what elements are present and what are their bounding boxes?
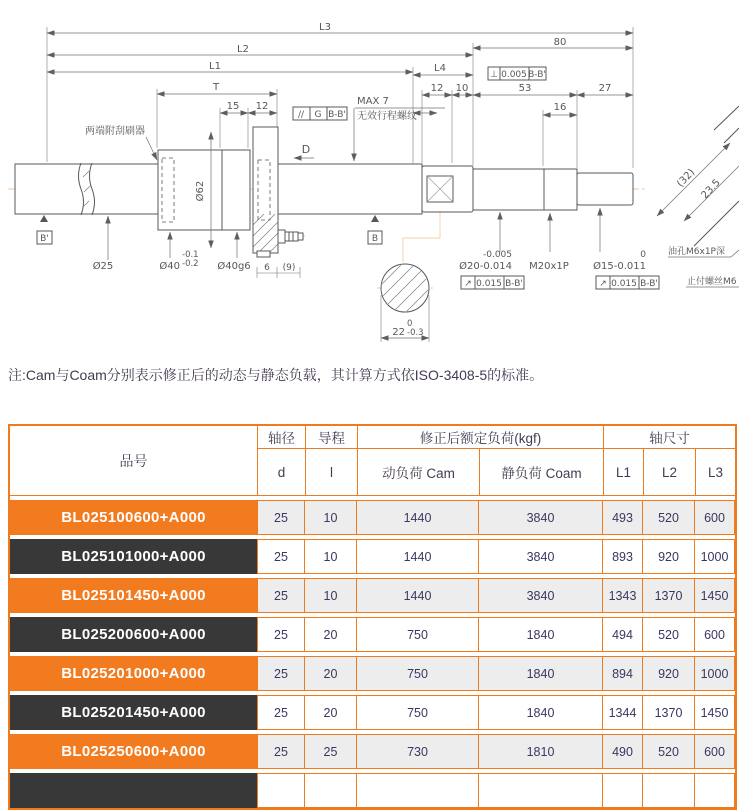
sec22-label: 22 [392, 327, 405, 338]
l1-cell: 893 [603, 539, 643, 574]
dia40-label: Ø40 [159, 261, 180, 272]
spec-table [8, 424, 737, 810]
dynamic-load-cell: 1440 [357, 500, 479, 535]
l3-cell: 600 [695, 617, 735, 652]
shaft-dia-cell: 25 [257, 734, 305, 769]
header-d: d [257, 448, 305, 495]
dim-235-label: 23.5 [699, 177, 723, 202]
l1-cell: 490 [603, 734, 643, 769]
l1-cell [603, 773, 643, 808]
note-text: 注:Cam与Coam分别表示修正后的动态与静态负载，其计算方式依ISO-3408-5的标准。 [8, 367, 544, 383]
header-l1: L1 [603, 448, 643, 495]
dim-t-label: T [212, 82, 220, 93]
dim-10-label: 10 [455, 83, 469, 94]
dim-16-label: 16 [553, 102, 567, 113]
runout2-ref: B-B' [640, 279, 658, 289]
dim-32-label: (32) [675, 167, 698, 190]
dim-l2-label: L2 [237, 44, 249, 55]
dia20-label: Ø20-0.014 [459, 261, 512, 272]
runout2-symbol: ↗ [599, 279, 607, 289]
header-load-group: 修正后额定负荷(kgf) [357, 426, 603, 448]
header-l2: L2 [643, 448, 695, 495]
dynamic-load-cell: 750 [357, 617, 479, 652]
dim-27-label: 27 [598, 83, 612, 94]
table-row [10, 656, 735, 691]
static-load-cell: 3840 [479, 500, 603, 535]
oil-hole-label: 油孔M6x1P深 [668, 247, 725, 257]
technical-drawing [0, 0, 739, 352]
gframe-value: G [314, 110, 322, 120]
shaft-dia-cell: 25 [257, 656, 305, 691]
dim-53-label: 53 [518, 83, 532, 94]
static-load-cell: 1840 [479, 695, 603, 730]
l3-cell: 600 [695, 500, 735, 535]
dia40-tol-lower: -0.2 [182, 259, 199, 269]
dynamic-load-cell [357, 773, 479, 808]
shaft-dia-cell: 25 [257, 695, 305, 730]
dynamic-load-cell: 1440 [357, 578, 479, 613]
dia25-label: Ø25 [92, 261, 114, 272]
shaft-dia-cell: 25 [257, 578, 305, 613]
product-model-cell: BL025250600+A000 [10, 734, 257, 769]
runout1-symbol: ↗ [464, 279, 472, 289]
l3-cell: 1450 [695, 578, 735, 613]
dia40g6-label: Ø40g6 [217, 261, 251, 272]
runout2-value: 0.015 [611, 279, 637, 289]
dim-80-label: 80 [553, 37, 567, 48]
l3-cell: 1000 [695, 539, 735, 574]
l2-cell: 1370 [643, 695, 695, 730]
lead-cell: 10 [305, 500, 357, 535]
spec-table-header [10, 426, 735, 496]
l3-cell: 1000 [695, 656, 735, 691]
l3-cell: 600 [695, 734, 735, 769]
dim-6-label: 6 [264, 263, 270, 273]
product-model-cell [10, 773, 257, 808]
gframe-ref: B-B' [328, 110, 346, 120]
set-screw-label: 止付螺丝M6 [687, 277, 737, 287]
table-row [10, 773, 735, 808]
dynamic-load-cell: 1440 [357, 539, 479, 574]
dim-15-label: 15 [226, 101, 240, 112]
runout1-value: 0.015 [476, 279, 502, 289]
sec22-tol-lower: -0.3 [407, 328, 424, 338]
shaft-dia-cell: 25 [257, 539, 305, 574]
shaft-dia-cell: 25 [257, 500, 305, 535]
l3-cell [695, 773, 735, 808]
dim-l1-label: L1 [209, 61, 221, 72]
shaft-dia-cell: 25 [257, 617, 305, 652]
dia20-tol-upper: -0.005 [482, 250, 512, 260]
perp-frame-ref: B-B' [528, 70, 546, 80]
l1-cell: 1343 [603, 578, 643, 613]
perp-frame-symbol: ⊥ [490, 70, 498, 80]
dynamic-load-cell: 730 [357, 734, 479, 769]
product-model-cell: BL025200600+A000 [10, 617, 257, 652]
m20-label: M20x1P [529, 261, 569, 272]
runout1-ref: B-B' [505, 279, 523, 289]
header-cam: 动负荷 Cam [357, 448, 479, 495]
l2-cell: 920 [643, 539, 695, 574]
header-lead: 导程 [305, 426, 357, 448]
l2-cell: 520 [643, 617, 695, 652]
table-row [10, 617, 735, 652]
l3-cell: 1450 [695, 695, 735, 730]
l1-cell: 894 [603, 656, 643, 691]
header-coam: 静负荷 Coam [479, 448, 603, 495]
product-model-cell: BL025201000+A000 [10, 656, 257, 691]
dim-9-label: (9) [282, 263, 296, 273]
gframe-symbol: ∕∕ [297, 110, 305, 120]
spec-table-body [10, 500, 735, 808]
lead-cell: 20 [305, 617, 357, 652]
max7-label: MAX 7 [357, 96, 389, 107]
header-l3: L3 [695, 448, 735, 495]
dim-l3-label: L3 [319, 22, 331, 33]
dia15-label: Ø15-0.011 [593, 261, 646, 272]
header-size-group: 轴尺寸 [603, 426, 735, 448]
invalid-thread-label: 无效行程螺纹 [357, 111, 417, 122]
section-view-circle [366, 246, 446, 335]
l1-cell: 494 [603, 617, 643, 652]
dia15-tol-upper: 0 [640, 250, 646, 260]
header-shaft-dia: 轴径 [257, 426, 305, 448]
dim-12-label: 12 [255, 101, 269, 112]
dynamic-load-cell: 750 [357, 656, 479, 691]
grease-nipple [278, 230, 303, 243]
dia40-tol-upper: -0.1 [182, 250, 199, 260]
shaft-dia-cell [257, 773, 305, 808]
product-model-cell: BL025101000+A000 [10, 539, 257, 574]
table-row [10, 500, 735, 535]
product-model-cell: BL025201450+A000 [10, 695, 257, 730]
product-model-cell: BL025100600+A000 [10, 500, 257, 535]
table-row [10, 734, 735, 769]
static-load-cell: 1840 [479, 656, 603, 691]
dim-l4-label: L4 [434, 63, 446, 74]
lead-cell: 25 [305, 734, 357, 769]
l2-cell: 920 [643, 656, 695, 691]
header-l: l [305, 448, 357, 495]
header-product: 品号 [10, 426, 257, 495]
l2-cell: 1370 [643, 578, 695, 613]
static-load-cell [479, 773, 603, 808]
static-load-cell: 1810 [479, 734, 603, 769]
sec22-tol-upper: 0 [407, 319, 413, 329]
view-d-label: D [301, 143, 311, 156]
dynamic-load-cell: 750 [357, 695, 479, 730]
scraper-label: 两端附刮刷器 [85, 126, 145, 137]
l2-cell: 520 [643, 734, 695, 769]
static-load-cell: 1840 [479, 617, 603, 652]
table-row [10, 578, 735, 613]
lead-cell: 20 [305, 656, 357, 691]
lead-cell [305, 773, 357, 808]
datum-b-label: B [371, 234, 379, 244]
dim-12b-label: 12 [430, 83, 444, 94]
lead-cell: 20 [305, 695, 357, 730]
perp-frame-value: 0.005 [501, 70, 527, 80]
l2-cell: 520 [643, 500, 695, 535]
dia62-label: Ø62 [195, 180, 206, 202]
datum-b2-label: B' [40, 234, 49, 244]
table-row [10, 539, 735, 574]
lead-cell: 10 [305, 539, 357, 574]
static-load-cell: 3840 [479, 578, 603, 613]
product-model-cell: BL025101450+A000 [10, 578, 257, 613]
l1-cell: 493 [603, 500, 643, 535]
l2-cell [643, 773, 695, 808]
ballscrew-shaft-outline [15, 163, 633, 215]
static-load-cell: 3840 [479, 539, 603, 574]
lead-cell: 10 [305, 578, 357, 613]
l1-cell: 1344 [603, 695, 643, 730]
table-row [10, 695, 735, 730]
